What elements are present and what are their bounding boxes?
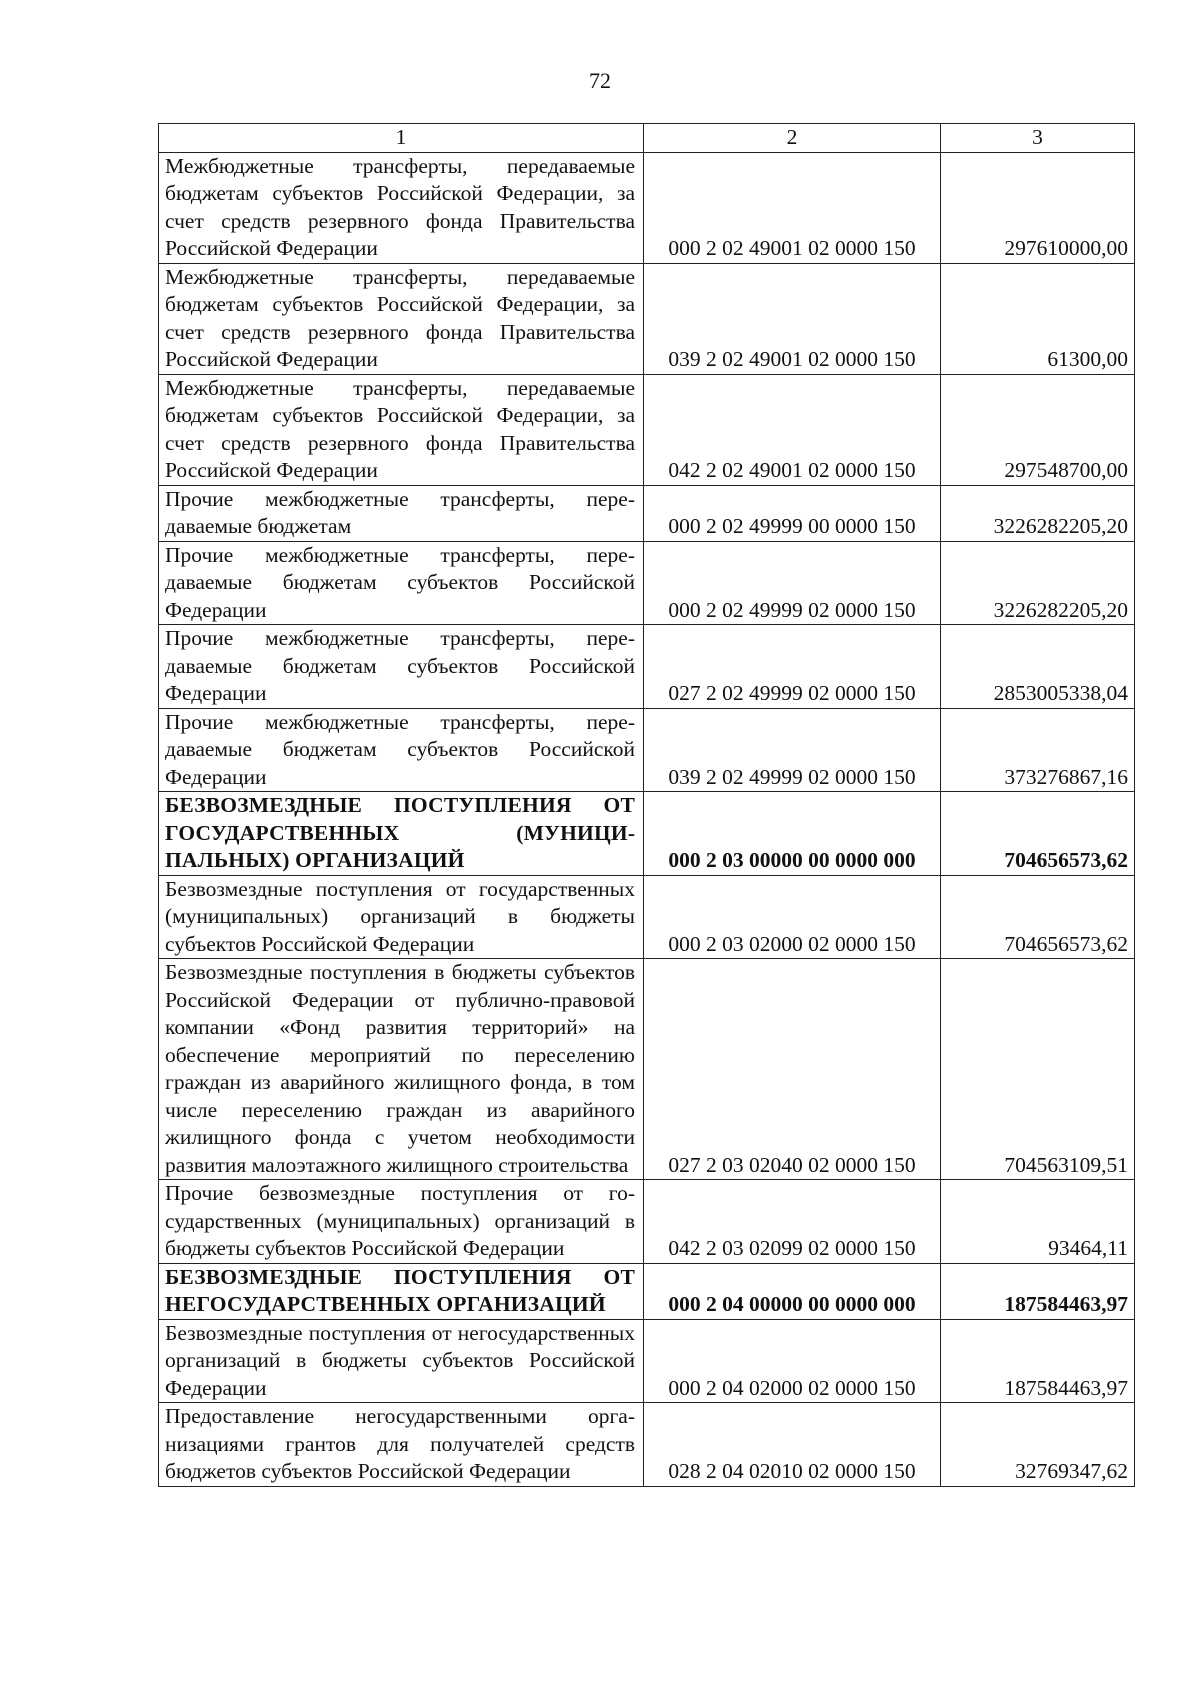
table-row — [159, 625, 1135, 709]
table-row — [159, 708, 1135, 792]
row-amount-cell: 61300,00 — [941, 263, 1135, 374]
row-code-cell: 042 2 03 02099 02 0000 150 — [644, 1180, 941, 1264]
row-name-cell: Безвозмездные поступления в бюджеты субъектов Российской Федерации от публично-правовой компании «Фонд развития территорий» на обеспечение мероприятий по переселению граждан из аварийного жилищного фонда, в том числе переселению граждан из аварийного жилищного фонда с учетом необходимости развития малоэтажного жилищного строительства — [159, 959, 644, 1180]
row-name-cell: Прочие межбюджетные трансферты, передаваемые бюджетам — [159, 485, 644, 541]
row-amount-cell: 2853005338,04 — [941, 625, 1135, 709]
section-name-cell: БЕЗВОЗМЕЗДНЫЕ ПОСТУПЛЕНИЯ ОТ ГОСУДАРСТВЕННЫХ (МУНИЦИПАЛЬНЫХ) ОРГАНИЗАЦИЙ — [159, 792, 644, 876]
table-body — [159, 152, 1135, 1486]
section-code-cell: 000 2 04 00000 00 0000 000 — [644, 1263, 941, 1319]
row-amount-cell: 704656573,62 — [941, 875, 1135, 959]
table-header-row — [159, 124, 1135, 153]
row-name-cell: Прочие межбюджетные трансферты, передаваемые бюджетам субъектов Российской Федерации — [159, 708, 644, 792]
row-name-cell: Безвозмездные поступления от государственных (муниципальных) организаций в бюджеты субъектов Российской Федерации — [159, 875, 644, 959]
table-row — [159, 959, 1135, 1180]
section-name-cell: БЕЗВОЗМЕЗДНЫЕ ПОСТУПЛЕНИЯ ОТ НЕГОСУДАРСТВЕННЫХ ОРГАНИЗАЦИЙ — [159, 1263, 644, 1319]
row-code-cell: 042 2 02 49001 02 0000 150 — [644, 374, 941, 485]
row-code-cell: 000 2 04 02000 02 0000 150 — [644, 1319, 941, 1403]
row-code-cell: 000 2 02 49999 00 0000 150 — [644, 485, 941, 541]
table-row — [159, 485, 1135, 541]
row-code-cell: 039 2 02 49999 02 0000 150 — [644, 708, 941, 792]
row-code-cell: 000 2 03 02000 02 0000 150 — [644, 875, 941, 959]
page-number: 72 — [589, 68, 611, 93]
column-header-3: 3 — [941, 124, 1135, 153]
row-amount-cell: 32769347,62 — [941, 1403, 1135, 1487]
table-row — [159, 1319, 1135, 1403]
section-amount-cell: 704656573,62 — [941, 792, 1135, 876]
row-name-cell: Межбюджетные трансферты, передаваемые бюджетам субъектов Российской Федерации, за счет средств резервного фонда Правительства Российской Федерации — [159, 152, 644, 263]
row-amount-cell: 704563109,51 — [941, 959, 1135, 1180]
section-header-row — [159, 1263, 1135, 1319]
row-name-cell: Прочие межбюджетные трансферты, передаваемые бюджетам субъектов Российской Федерации — [159, 541, 644, 625]
section-amount-cell: 187584463,97 — [941, 1263, 1135, 1319]
table-row — [159, 875, 1135, 959]
row-name-cell: Межбюджетные трансферты, передаваемые бюджетам субъектов Российской Федерации, за счет средств резервного фонда Правительства Российской Федерации — [159, 263, 644, 374]
row-amount-cell: 3226282205,20 — [941, 485, 1135, 541]
row-code-cell: 039 2 02 49001 02 0000 150 — [644, 263, 941, 374]
row-code-cell: 000 2 02 49001 02 0000 150 — [644, 152, 941, 263]
row-amount-cell: 93464,11 — [941, 1180, 1135, 1264]
column-header-2: 2 — [644, 124, 941, 153]
row-name-cell: Безвозмездные поступления от негосударственных организаций в бюджеты субъектов Российской Федерации — [159, 1319, 644, 1403]
table-row — [159, 263, 1135, 374]
row-code-cell: 027 2 02 49999 02 0000 150 — [644, 625, 941, 709]
row-code-cell: 028 2 04 02010 02 0000 150 — [644, 1403, 941, 1487]
table-row — [159, 541, 1135, 625]
table-row — [159, 374, 1135, 485]
row-name-cell: Межбюджетные трансферты, передаваемые бюджетам субъектов Российской Федерации, за счет средств резервного фонда Правительства Российской Федерации — [159, 374, 644, 485]
row-amount-cell: 373276867,16 — [941, 708, 1135, 792]
row-amount-cell: 297610000,00 — [941, 152, 1135, 263]
row-code-cell: 027 2 03 02040 02 0000 150 — [644, 959, 941, 1180]
section-code-cell: 000 2 03 00000 00 0000 000 — [644, 792, 941, 876]
table-row — [159, 152, 1135, 263]
table-row — [159, 1180, 1135, 1264]
section-header-row — [159, 792, 1135, 876]
row-amount-cell: 3226282205,20 — [941, 541, 1135, 625]
column-header-1: 1 — [159, 124, 644, 153]
row-code-cell: 000 2 02 49999 02 0000 150 — [644, 541, 941, 625]
row-name-cell: Предоставление негосударственными организациями грантов для получателей средств бюджетов субъектов Российской Федерации — [159, 1403, 644, 1487]
row-name-cell: Прочие безвозмездные поступления от государственных (муниципальных) организаций в бюджеты субъектов Российской Федерации — [159, 1180, 644, 1264]
row-amount-cell: 297548700,00 — [941, 374, 1135, 485]
budget-revenue-table — [158, 123, 1135, 1487]
row-name-cell: Прочие межбюджетные трансферты, передаваемые бюджетам субъектов Российской Федерации — [159, 625, 644, 709]
row-amount-cell: 187584463,97 — [941, 1319, 1135, 1403]
table-row — [159, 1403, 1135, 1487]
